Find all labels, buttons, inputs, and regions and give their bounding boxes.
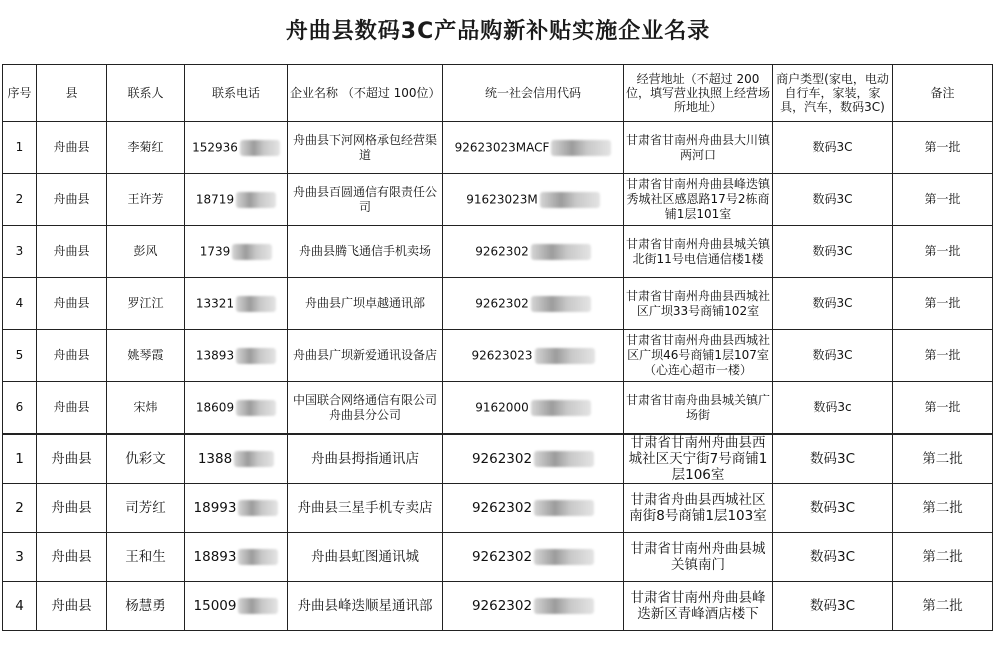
table-row — [3, 434, 993, 484]
enterprise-table — [2, 64, 993, 631]
redaction-blur — [531, 296, 591, 312]
redaction-blur — [238, 500, 278, 516]
cell-note: 第一批 — [893, 382, 993, 435]
cell-seq: 5 — [3, 330, 37, 382]
table-row — [3, 278, 993, 330]
cell-seq: 4 — [3, 582, 37, 631]
cell-merchant-type: 数码3C — [773, 278, 893, 330]
cell-county: 舟曲县 — [37, 226, 107, 278]
header-contact: 联系人 — [107, 65, 185, 122]
cell-phone-value: 13321 — [195, 296, 235, 310]
header-county: 县 — [37, 65, 107, 122]
cell-county: 舟曲县 — [37, 484, 107, 533]
cell-merchant-type: 数码3C — [773, 174, 893, 226]
redaction-blur — [240, 140, 280, 156]
cell-company: 舟曲县广坝新爱通讯设备店 — [288, 330, 443, 382]
table-row — [3, 330, 993, 382]
cell-contact: 杨慧勇 — [107, 582, 185, 631]
table-row — [3, 382, 993, 435]
redaction-blur — [238, 549, 278, 565]
cell-phone-value: 13893 — [195, 348, 235, 362]
cell-merchant-type: 数码3C — [773, 122, 893, 174]
cell-credit-code — [443, 484, 624, 533]
cell-county: 舟曲县 — [37, 174, 107, 226]
cell-contact: 司芳红 — [107, 484, 185, 533]
cell-credit-code — [443, 382, 624, 435]
cell-phone — [185, 382, 288, 435]
cell-phone-value: 18993 — [193, 500, 237, 516]
cell-credit-code-value: 9262302 — [471, 451, 533, 467]
redaction-blur — [236, 348, 276, 364]
redaction-blur — [535, 348, 595, 364]
cell-address: 甘肃省甘南州舟曲县西城社区广坝46号商铺1层107室（心连心超市一楼） — [624, 330, 773, 382]
redaction-blur — [236, 400, 276, 416]
header-merchant-type: 商户类型(家电，电动自行车，家装，家具，汽车，数码3C) — [773, 65, 893, 122]
cell-county: 舟曲县 — [37, 582, 107, 631]
cell-credit-code-value: 91623023M — [466, 192, 538, 206]
cell-seq: 2 — [3, 174, 37, 226]
cell-credit-code-value: 9162000 — [475, 400, 529, 414]
cell-address: 甘肃省甘南舟曲县城关镇广场街 — [624, 382, 773, 435]
cell-credit-code-value: 92623023MACF — [454, 140, 550, 154]
redaction-blur — [534, 500, 594, 516]
table-row — [3, 122, 993, 174]
cell-seq: 1 — [3, 122, 37, 174]
header-note: 备注 — [893, 65, 993, 122]
cell-merchant-type: 数码3C — [773, 484, 893, 533]
cell-address: 甘肃省甘南州舟曲县城关镇北街11号电信通信楼1楼 — [624, 226, 773, 278]
cell-county: 舟曲县 — [37, 122, 107, 174]
redaction-blur — [551, 140, 611, 156]
cell-company: 舟曲县下河网格承包经营渠道 — [288, 122, 443, 174]
redaction-blur — [232, 244, 272, 260]
cell-address: 甘肃省甘南州舟曲县城关镇南门 — [624, 533, 773, 582]
cell-contact: 仇彩文 — [107, 434, 185, 484]
cell-phone — [185, 174, 288, 226]
header-address: 经营地址（不超过 200位，填写营业执照上经营场所地址） — [624, 65, 773, 122]
cell-merchant-type: 数码3C — [773, 582, 893, 631]
cell-address: 甘肃省舟曲县西城社区南街8号商铺1层103室 — [624, 484, 773, 533]
cell-address: 甘肃省甘南州舟曲县峰迭镇秀城社区感恩路17号2栋商铺1层101室 — [624, 174, 773, 226]
cell-company: 中国联合网络通信有限公司舟曲县分公司 — [288, 382, 443, 435]
header-phone: 联系电话 — [185, 65, 288, 122]
cell-company: 舟曲县虹图通讯城 — [288, 533, 443, 582]
header-company: 企业名称 （不超过 100位） — [288, 65, 443, 122]
cell-credit-code-value: 9262302 — [471, 549, 533, 565]
cell-contact: 罗江江 — [107, 278, 185, 330]
cell-county: 舟曲县 — [37, 434, 107, 484]
cell-phone-value: 15009 — [193, 598, 237, 614]
cell-phone-value: 1388 — [197, 451, 233, 467]
redaction-blur — [531, 400, 591, 416]
redaction-blur — [534, 598, 594, 614]
cell-seq: 2 — [3, 484, 37, 533]
redaction-blur — [238, 598, 278, 614]
cell-phone — [185, 533, 288, 582]
cell-seq: 3 — [3, 226, 37, 278]
cell-credit-code-value: 9262302 — [475, 296, 529, 310]
cell-phone — [185, 226, 288, 278]
cell-note: 第一批 — [893, 122, 993, 174]
redaction-blur — [236, 296, 276, 312]
cell-note: 第一批 — [893, 278, 993, 330]
cell-credit-code-value: 9262302 — [471, 500, 533, 516]
cell-phone — [185, 484, 288, 533]
cell-phone — [185, 434, 288, 484]
cell-seq: 1 — [3, 434, 37, 484]
document-title: 舟曲县数码3C产品购新补贴实施企业名录 — [285, 19, 711, 44]
redaction-blur — [234, 451, 274, 467]
cell-note: 第二批 — [893, 533, 993, 582]
cell-phone-value: 1739 — [199, 244, 231, 258]
cell-note: 第二批 — [893, 434, 993, 484]
cell-credit-code — [443, 533, 624, 582]
cell-credit-code — [443, 122, 624, 174]
cell-phone — [185, 122, 288, 174]
table-row — [3, 533, 993, 582]
cell-company: 舟曲县腾飞通信手机卖场 — [288, 226, 443, 278]
table-row — [3, 174, 993, 226]
redaction-blur — [531, 244, 591, 260]
cell-address: 甘肃省甘南州舟曲县西城社区广坝33号商铺102室 — [624, 278, 773, 330]
cell-seq: 4 — [3, 278, 37, 330]
cell-credit-code-value: 92623023 — [471, 348, 533, 362]
cell-contact: 彭风 — [107, 226, 185, 278]
cell-address: 甘肃省甘南州舟曲县大川镇两河口 — [624, 122, 773, 174]
cell-credit-code — [443, 434, 624, 484]
cell-merchant-type: 数码3C — [773, 330, 893, 382]
cell-merchant-type: 数码3c — [773, 382, 893, 435]
cell-phone — [185, 582, 288, 631]
table-row — [3, 226, 993, 278]
cell-county: 舟曲县 — [37, 382, 107, 435]
cell-phone-value: 18893 — [193, 549, 237, 565]
redaction-blur — [534, 549, 594, 565]
cell-county: 舟曲县 — [37, 330, 107, 382]
cell-credit-code — [443, 278, 624, 330]
cell-phone-value: 18719 — [195, 192, 235, 206]
cell-county: 舟曲县 — [37, 533, 107, 582]
cell-credit-code-value: 9262302 — [471, 598, 533, 614]
cell-phone-value: 152936 — [192, 140, 238, 154]
cell-county: 舟曲县 — [37, 278, 107, 330]
cell-merchant-type: 数码3C — [773, 226, 893, 278]
cell-phone-value: 18609 — [195, 400, 235, 414]
cell-seq: 6 — [3, 382, 37, 435]
cell-note: 第二批 — [893, 484, 993, 533]
cell-contact: 王和生 — [107, 533, 185, 582]
cell-contact: 王许芳 — [107, 174, 185, 226]
cell-credit-code — [443, 174, 624, 226]
header-credit-code: 统一社会信用代码 — [443, 65, 624, 122]
cell-note: 第一批 — [893, 174, 993, 226]
cell-address: 甘肃省甘南州舟曲县西城社区天宁街7号商铺1层106室 — [624, 434, 773, 484]
cell-credit-code-value: 9262302 — [475, 244, 529, 258]
table-row — [3, 484, 993, 533]
header-seq: 序号 — [3, 65, 37, 122]
cell-contact: 李菊红 — [107, 122, 185, 174]
redaction-blur — [540, 192, 600, 208]
cell-company: 舟曲县三星手机专卖店 — [288, 484, 443, 533]
cell-note: 第一批 — [893, 330, 993, 382]
cell-address: 甘肃省甘南州舟曲县峰迭新区青峰酒店楼下 — [624, 582, 773, 631]
cell-company: 舟曲县拇指通讯店 — [288, 434, 443, 484]
cell-credit-code — [443, 226, 624, 278]
cell-company: 舟曲县广坝卓越通讯部 — [288, 278, 443, 330]
cell-credit-code — [443, 330, 624, 382]
header-row — [3, 65, 993, 122]
redaction-blur — [236, 192, 276, 208]
redaction-blur — [534, 451, 594, 467]
cell-company: 舟曲县峰迭顺星通讯部 — [288, 582, 443, 631]
cell-contact: 姚琴霞 — [107, 330, 185, 382]
cell-merchant-type: 数码3C — [773, 533, 893, 582]
cell-phone — [185, 278, 288, 330]
cell-seq: 3 — [3, 533, 37, 582]
table-row — [3, 582, 993, 631]
cell-company: 舟曲县百圆通信有限责任公司 — [288, 174, 443, 226]
cell-note: 第二批 — [893, 582, 993, 631]
cell-merchant-type: 数码3C — [773, 434, 893, 484]
cell-phone — [185, 330, 288, 382]
cell-credit-code — [443, 582, 624, 631]
cell-note: 第一批 — [893, 226, 993, 278]
cell-contact: 宋炜 — [107, 382, 185, 435]
